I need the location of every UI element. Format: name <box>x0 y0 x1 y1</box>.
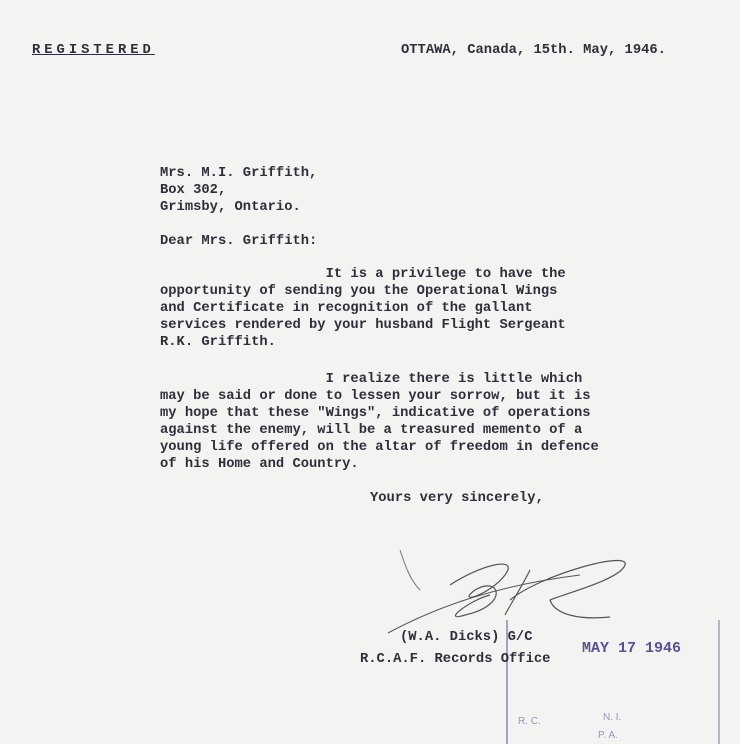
body-line: It is a privilege to have the <box>160 267 566 282</box>
received-stamp <box>506 620 720 744</box>
place-date: OTTAWA, Canada, 15th. May, 1946. <box>401 43 666 58</box>
stamp-date: MAY 17 1946 <box>582 640 682 657</box>
stamp-field: P. A. <box>598 730 618 741</box>
body-line: young life offered on the altar of freedom in defence <box>160 440 599 455</box>
signatory-office: R.C.A.F. Records Office <box>360 652 551 667</box>
body-line: against the enemy, will be a treasured memento of a <box>160 423 583 438</box>
body-line: and Certificate in recognition of the gallant <box>160 301 533 316</box>
body-line: I realize there is little which <box>160 372 583 387</box>
signatory-name: (W.A. Dicks) G/C <box>400 630 533 645</box>
body-line: services rendered by your husband Flight Sergeant <box>160 318 566 333</box>
body-line: opportunity of sending you the Operational Wings <box>160 284 558 299</box>
body-line: of his Home and Country. <box>160 457 359 472</box>
address-line: Box 302, <box>160 183 227 198</box>
body-line: my hope that these "Wings", indicative of operations <box>160 406 591 421</box>
registered-heading: REGISTERED <box>32 43 155 58</box>
stamp-field: R. C. <box>518 716 541 727</box>
closing: Yours very sincerely, <box>370 491 544 506</box>
body-line: may be said or done to lessen your sorrow, but it is <box>160 389 591 404</box>
address-line: Mrs. M.I. Griffith, <box>160 166 318 181</box>
salutation: Dear Mrs. Griffith: <box>160 234 318 249</box>
body-line: R.K. Griffith. <box>160 335 276 350</box>
address-line: Grimsby, Ontario. <box>160 200 301 215</box>
stamp-field: N. I. <box>603 712 622 723</box>
